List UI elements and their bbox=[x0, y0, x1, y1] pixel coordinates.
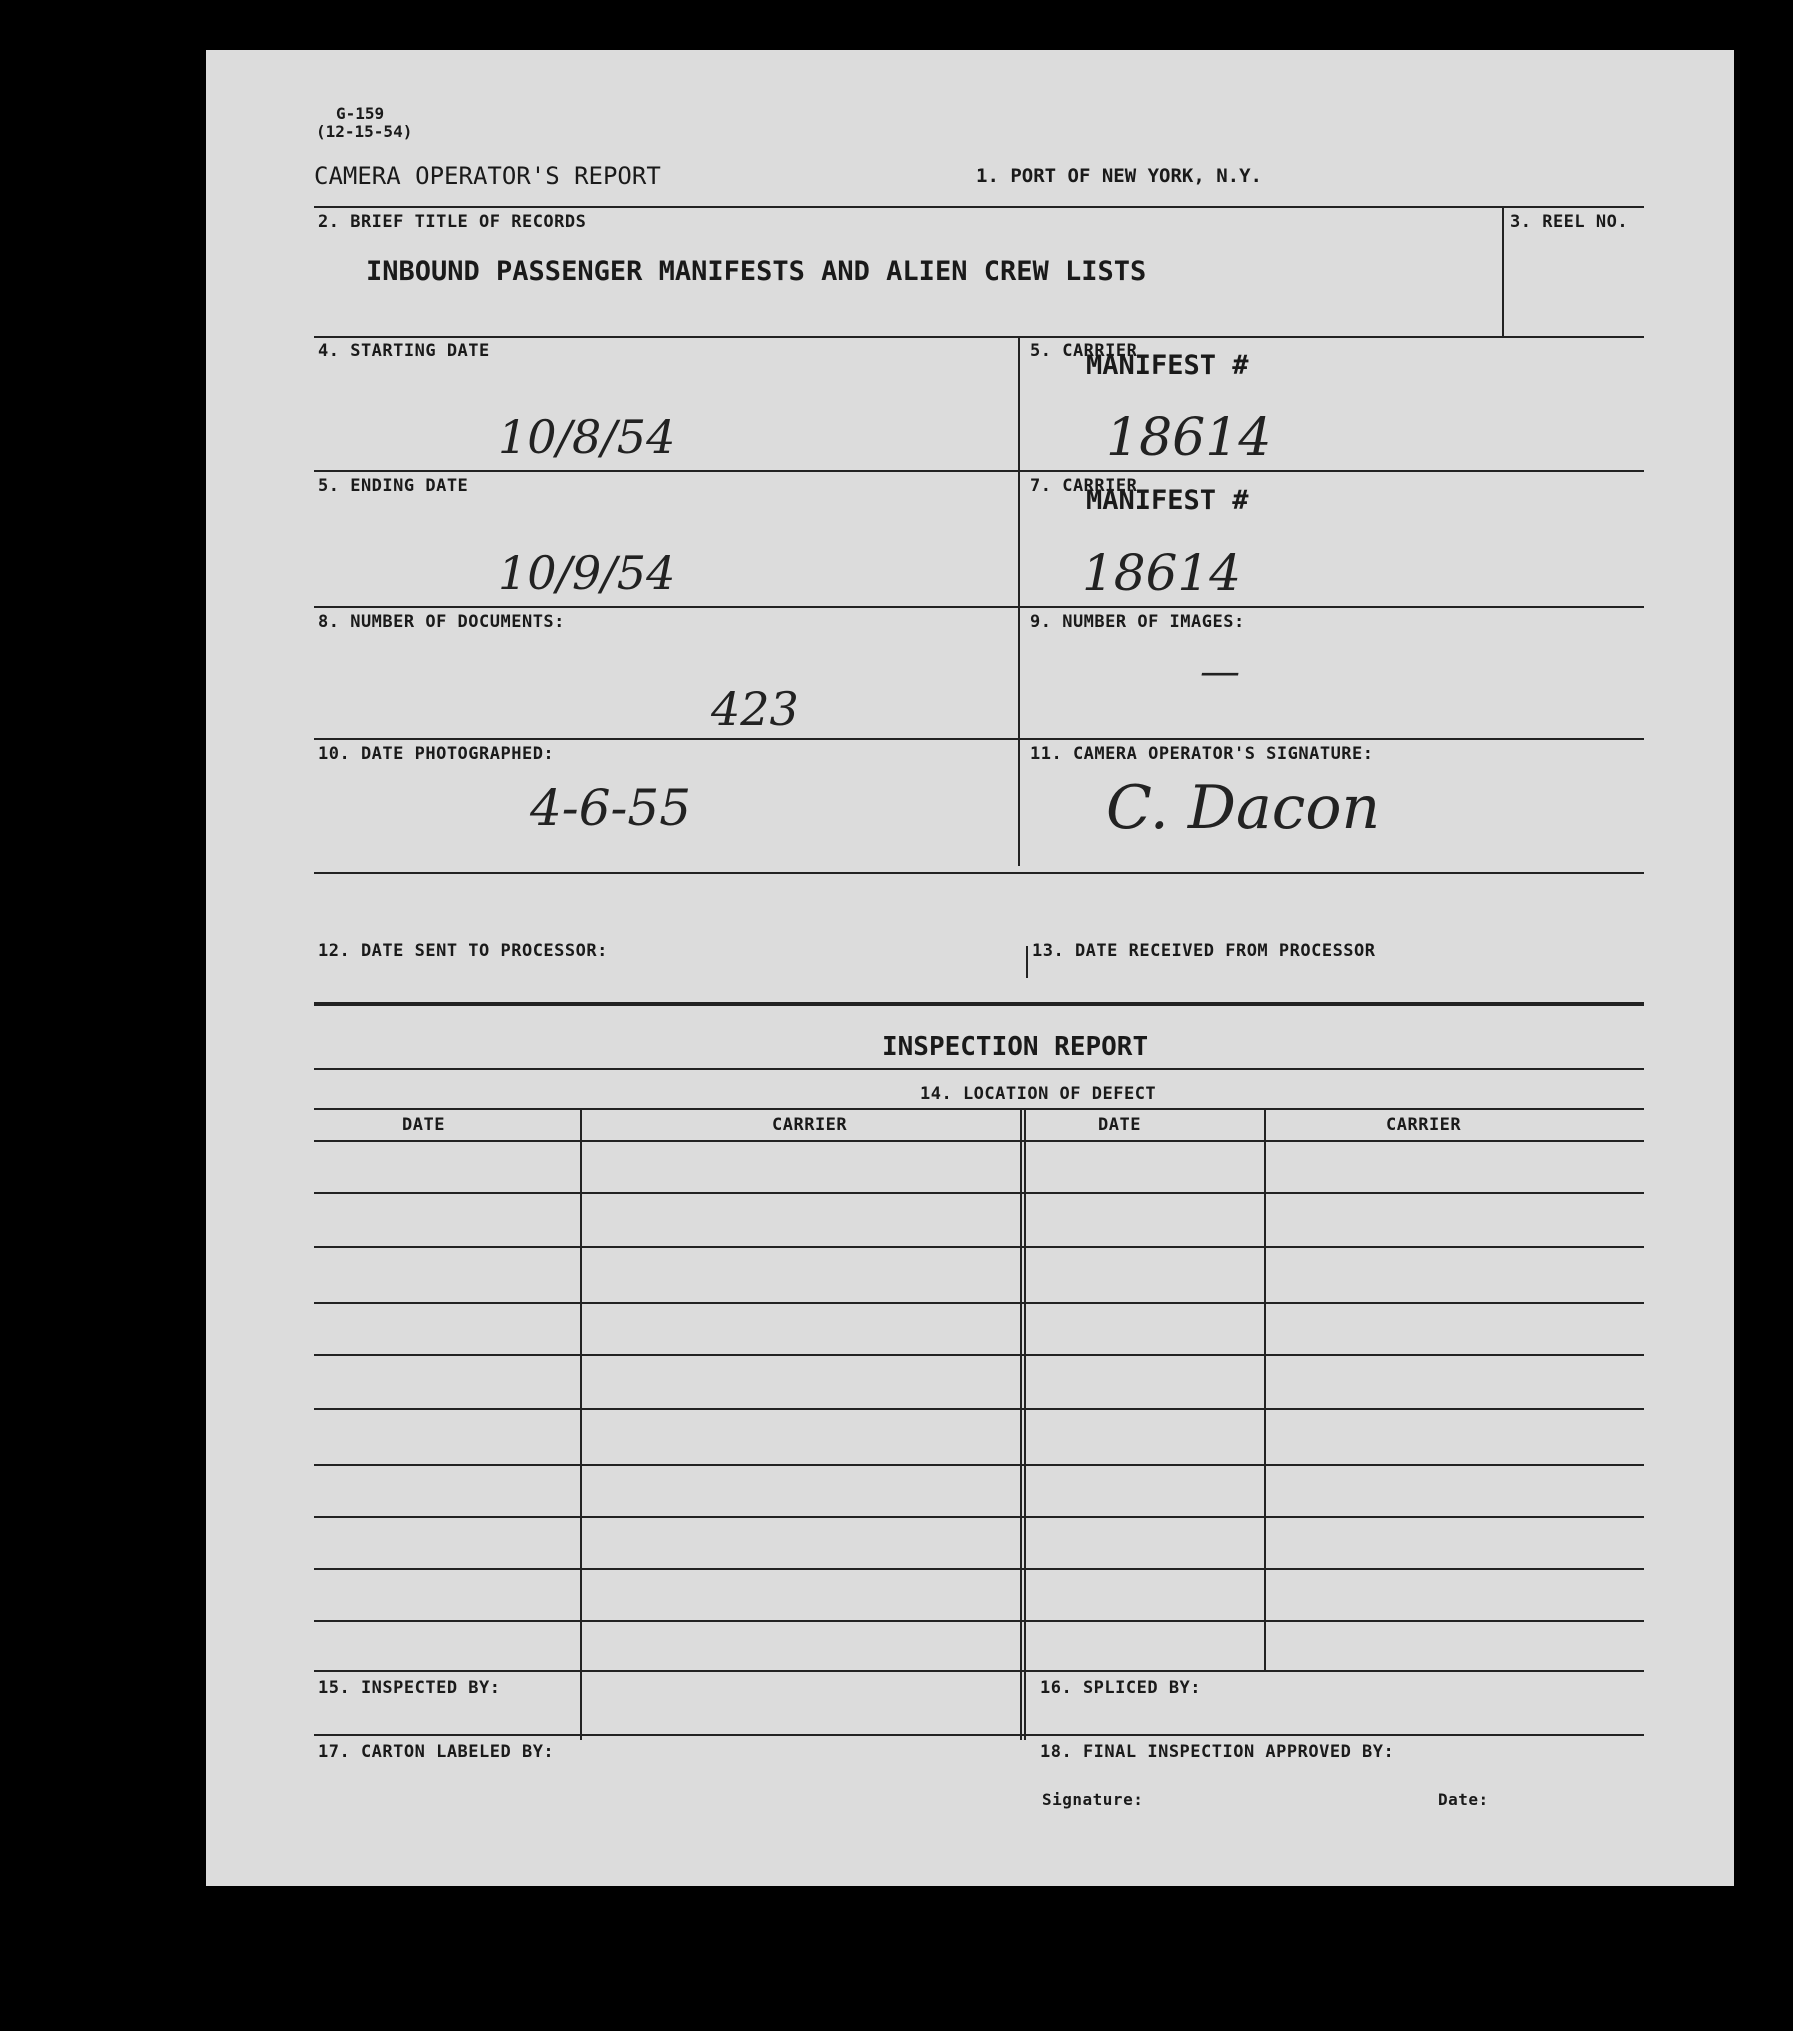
form-title: CAMERA OPERATOR'S REPORT bbox=[314, 162, 661, 190]
rule bbox=[314, 1734, 1644, 1736]
carton-labeled-label: 17. CARTON LABELED BY: bbox=[318, 1742, 555, 1762]
carrier-7-label: 7. CARRIER bbox=[1030, 476, 1138, 496]
date-field-label: Date: bbox=[1438, 1790, 1489, 1809]
rule bbox=[314, 1246, 1644, 1248]
rule bbox=[314, 606, 1644, 608]
column-header: DATE bbox=[402, 1115, 445, 1135]
rule bbox=[314, 206, 1644, 208]
form-revision: (12-15-54) bbox=[316, 122, 413, 141]
num-images-value: — bbox=[1200, 649, 1240, 695]
carrier-7-value: 18614 bbox=[1082, 544, 1242, 602]
ending-date-value: 10/9/54 bbox=[498, 546, 676, 600]
date-received-label: 13. DATE RECEIVED FROM PROCESSOR bbox=[1032, 941, 1376, 961]
date-photographed-label: 10. DATE PHOTOGRAPHED: bbox=[318, 744, 555, 764]
inspection-title: INSPECTION REPORT bbox=[882, 1032, 1149, 1062]
date-sent-label: 12. DATE SENT TO PROCESSOR: bbox=[318, 941, 608, 961]
rule bbox=[1502, 206, 1504, 336]
rule bbox=[314, 1192, 1644, 1194]
rule bbox=[314, 470, 1644, 472]
operator-signature: C. Dacon bbox=[1106, 773, 1381, 843]
rule bbox=[1264, 1108, 1266, 1670]
brief-title-label: 2. BRIEF TITLE OF RECORDS bbox=[318, 212, 587, 232]
reel-label: 3. REEL NO. bbox=[1510, 212, 1629, 232]
rule bbox=[314, 1568, 1644, 1570]
signature-label: 11. CAMERA OPERATOR'S SIGNATURE: bbox=[1030, 744, 1374, 764]
rule bbox=[580, 1108, 582, 1740]
rule bbox=[314, 1464, 1644, 1466]
rule bbox=[314, 1002, 1644, 1006]
location-label: 14. LOCATION OF DEFECT bbox=[920, 1084, 1157, 1104]
rule bbox=[314, 1620, 1644, 1622]
final-inspection-label: 18. FINAL INSPECTION APPROVED BY: bbox=[1040, 1742, 1395, 1762]
carrier-5-value: 18614 bbox=[1106, 408, 1272, 468]
carrier-7-stamp: MANIFEST # bbox=[1086, 485, 1249, 516]
ending-date-label: 5. ENDING DATE bbox=[318, 476, 469, 496]
starting-date-value: 10/8/54 bbox=[498, 410, 676, 464]
port-label: 1. PORT OF NEW YORK, N.Y. bbox=[976, 165, 1262, 187]
rule bbox=[314, 1302, 1644, 1304]
rule bbox=[1024, 1108, 1026, 1740]
rule bbox=[314, 1670, 1644, 1672]
rule bbox=[314, 336, 1644, 338]
num-docs-label: 8. NUMBER OF DOCUMENTS: bbox=[318, 612, 565, 632]
rule bbox=[1018, 336, 1020, 866]
spliced-by-label: 16. SPLICED BY: bbox=[1040, 1678, 1202, 1698]
rule bbox=[314, 1140, 1644, 1142]
date-photographed-value: 4-6-55 bbox=[530, 779, 692, 837]
rule bbox=[314, 1068, 1644, 1070]
rule bbox=[314, 1408, 1644, 1410]
carrier-5-stamp: MANIFEST # bbox=[1086, 350, 1249, 381]
rule bbox=[314, 738, 1644, 740]
signature-field-label: Signature: bbox=[1042, 1790, 1144, 1809]
form-sheet bbox=[206, 50, 1734, 1886]
rule bbox=[314, 1354, 1644, 1356]
carrier-5-label: 5. CARRIER bbox=[1030, 341, 1138, 361]
num-images-label: 9. NUMBER OF IMAGES: bbox=[1030, 612, 1245, 632]
column-header: CARRIER bbox=[772, 1115, 848, 1135]
rule bbox=[1026, 946, 1028, 978]
starting-date-label: 4. STARTING DATE bbox=[318, 341, 490, 361]
column-header: CARRIER bbox=[1386, 1115, 1462, 1135]
rule bbox=[1020, 1108, 1022, 1740]
num-docs-value: 423 bbox=[711, 682, 799, 736]
form-number: G-159 bbox=[336, 104, 385, 123]
rule bbox=[314, 872, 1644, 874]
rule bbox=[314, 1516, 1644, 1518]
inspected-by-label: 15. INSPECTED BY: bbox=[318, 1678, 501, 1698]
column-header: DATE bbox=[1098, 1115, 1141, 1135]
rule bbox=[314, 1108, 1644, 1110]
brief-title-value: INBOUND PASSENGER MANIFESTS AND ALIEN CREW LISTS bbox=[366, 256, 1147, 287]
